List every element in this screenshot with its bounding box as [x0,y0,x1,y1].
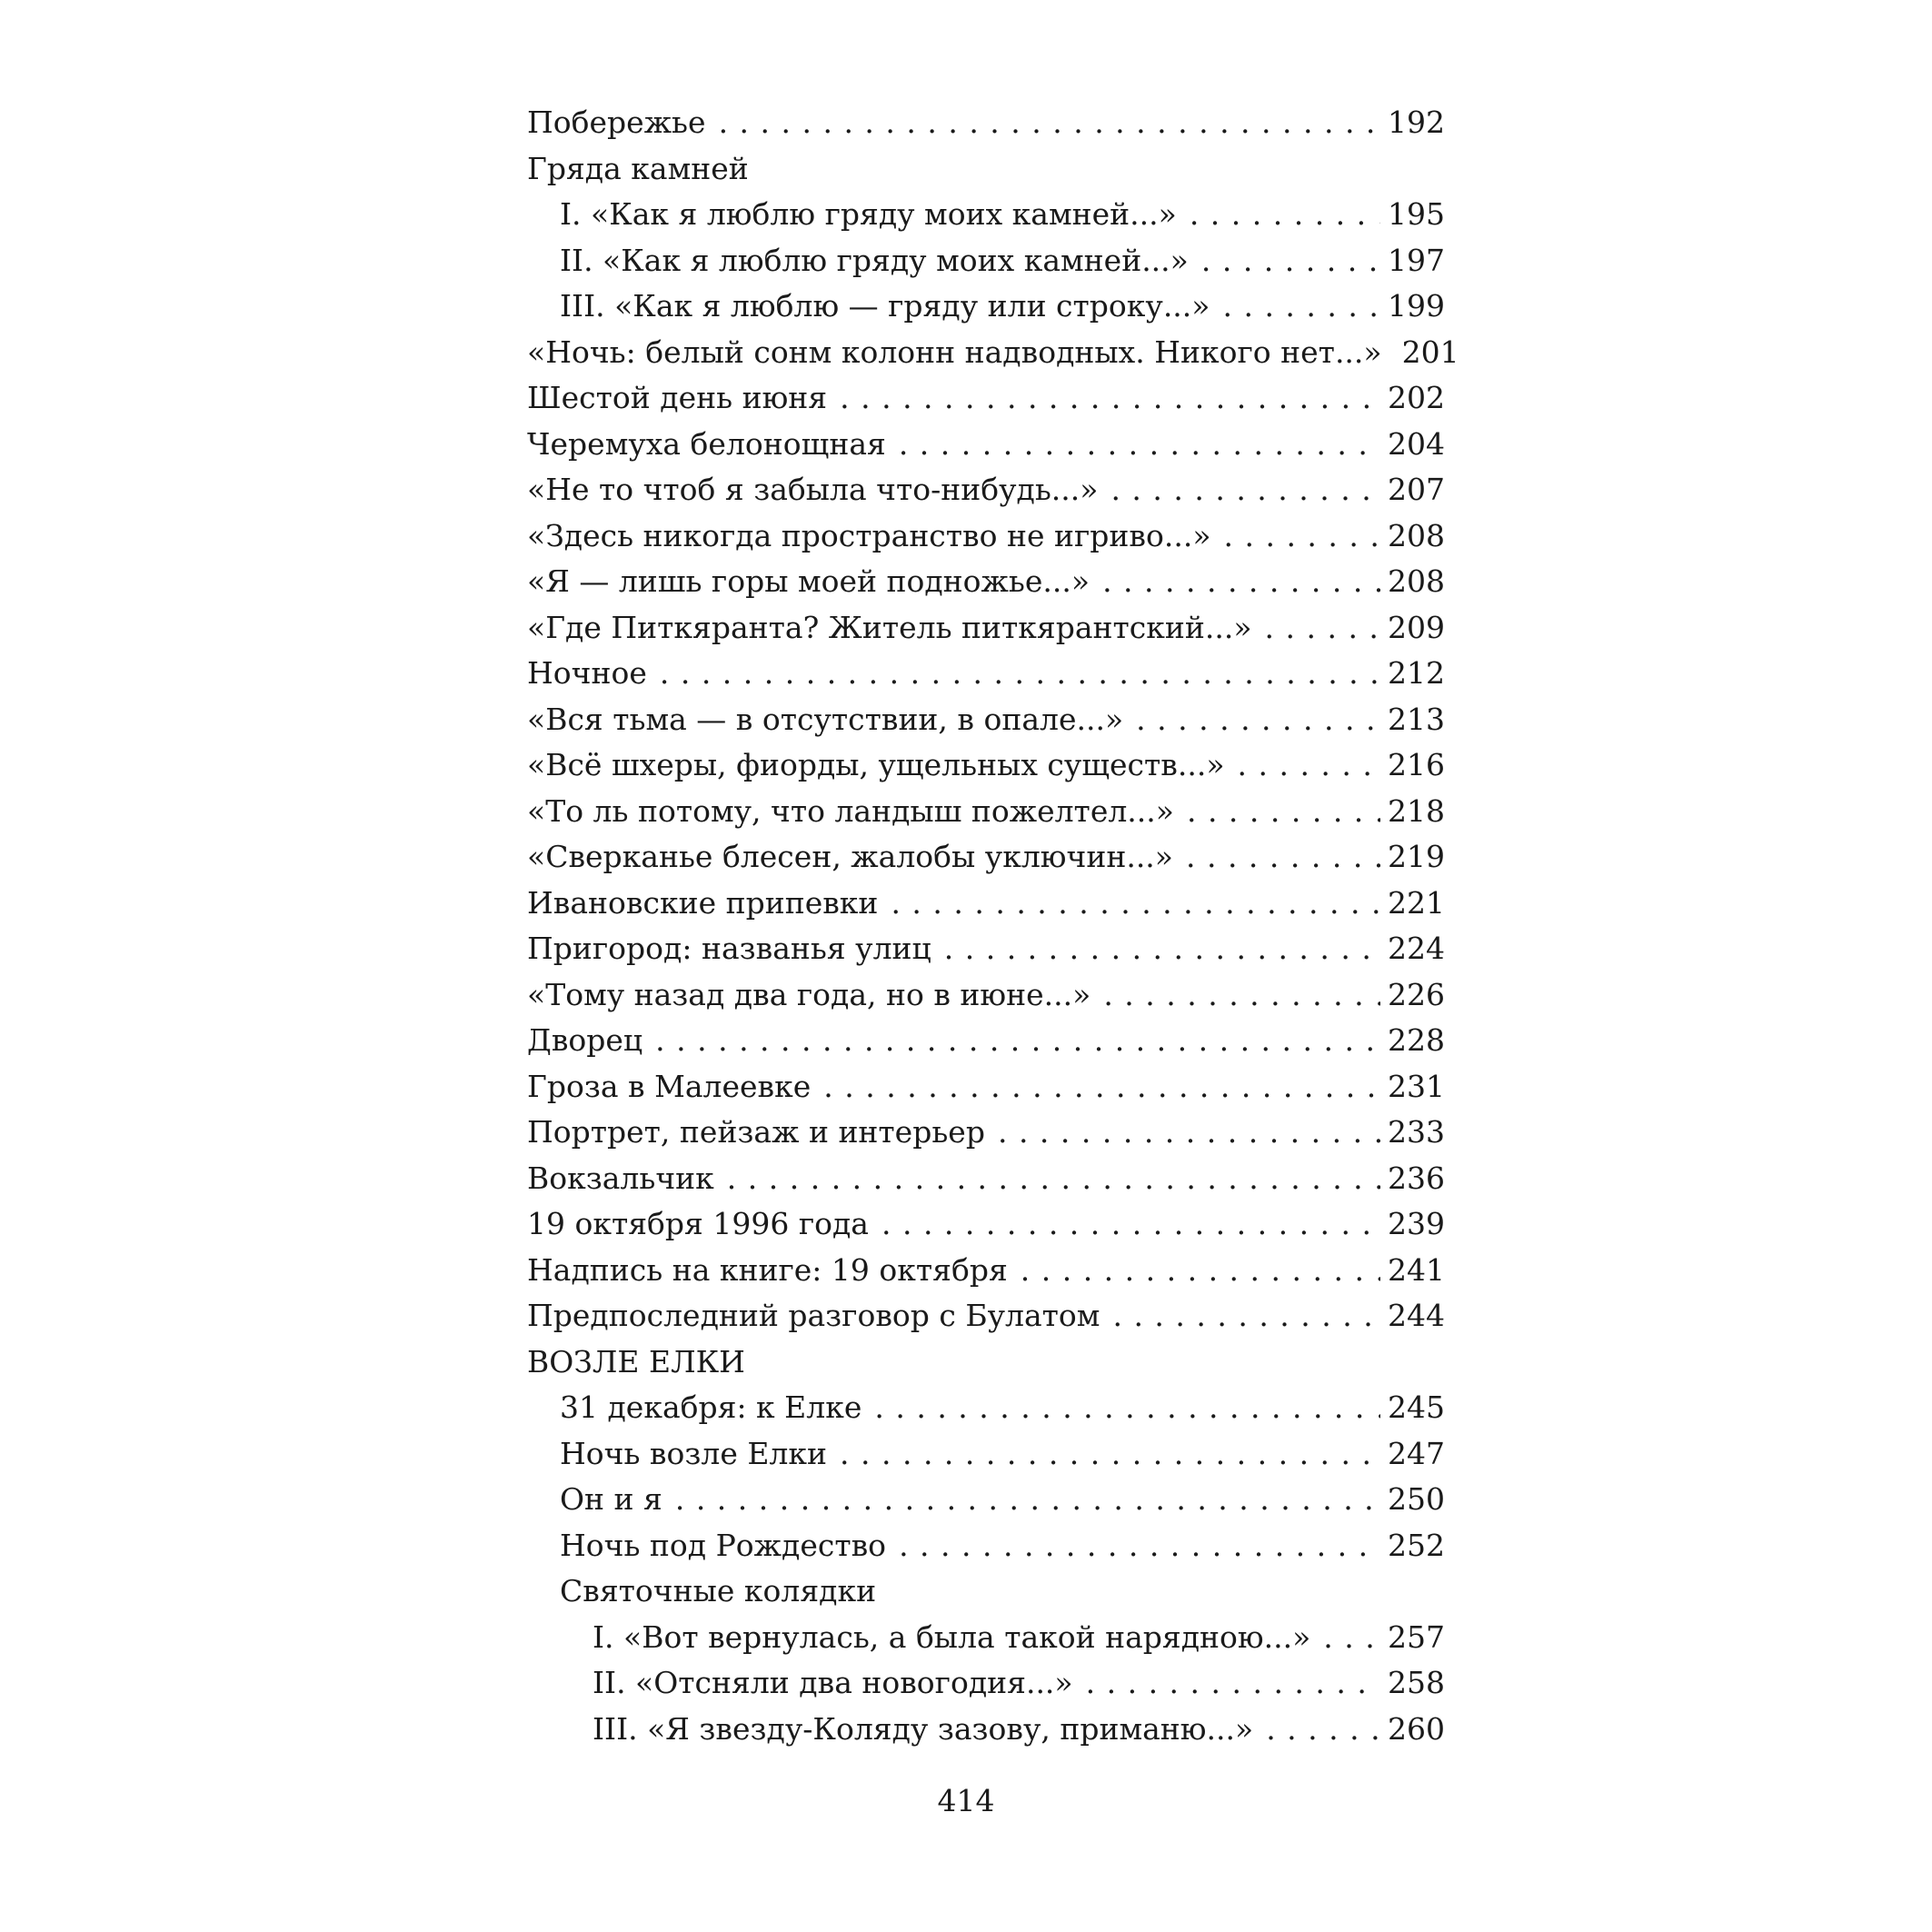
table-of-contents [527,100,1459,1752]
toc-entry-page: 208 [1388,517,1445,553]
toc-entry [527,375,1445,422]
toc-entry-title: 19 октября 1996 года [527,1206,869,1241]
toc-entry-title: I. «Вот вернулась, а была такой нарядною...» [593,1618,1311,1655]
toc-entry [527,192,1445,238]
toc-entry [527,513,1445,560]
dot-leader [1224,513,1380,560]
toc-entry-title: Гряда камней [527,150,749,186]
dot-leader [874,1385,1380,1431]
dot-leader [891,881,1380,927]
toc-entry-title: II. «Отсняли два новогодия...» [593,1665,1073,1700]
toc-entry [527,1660,1445,1707]
toc-entry-page: 204 [1388,425,1445,462]
toc-entry-page: 258 [1388,1665,1445,1700]
toc-entry [527,1615,1445,1661]
toc-entry-page: 231 [1388,1068,1445,1104]
toc-entry [527,605,1445,652]
toc-entry-title: III. «Я звезду-Коляду зазову, приманю...» [593,1710,1254,1747]
dot-leader [1021,1248,1380,1294]
toc-entry [527,1707,1445,1753]
toc-entry-title: «Вся тьма — в отсутствии, в опале...» [527,701,1124,737]
toc-entry-page: 201 [1401,334,1459,370]
toc-entry [527,1523,1445,1569]
dot-leader [660,651,1380,697]
toc-entry-title: Гроза в Малеевке [527,1068,812,1104]
dot-leader [899,1523,1380,1569]
toc-entry-page: 239 [1388,1206,1445,1241]
toc-entry [527,1477,1445,1523]
toc-entry-title: I. «Как я люблю гряду моих камней...» [560,196,1177,232]
dot-leader [1323,1615,1380,1661]
toc-entry [527,1431,1445,1478]
toc-entry [527,926,1445,972]
toc-entry-title: Черемуха белонощная [527,425,886,462]
toc-entry [527,422,1445,468]
toc-entry-title: Ивановские припевки [527,884,879,921]
toc-entry-page: 213 [1388,701,1445,737]
toc-entry [527,1293,1445,1339]
toc-entry [527,972,1445,1019]
toc-entry-title: Ночное [527,655,647,691]
toc-entry-page: 219 [1388,839,1445,874]
toc-entry-page: 221 [1388,884,1445,921]
toc-entry-page: 257 [1388,1618,1445,1655]
toc-entry [527,1064,1445,1110]
dot-leader [1222,284,1380,330]
dot-leader [899,422,1380,468]
toc-entry-page: 202 [1388,380,1445,415]
toc-entry-title: Он и я [560,1481,662,1517]
dot-leader [840,375,1380,422]
toc-entry [527,881,1445,927]
toc-entry-page: 207 [1388,472,1445,507]
toc-entry-title: «То ль потому, что ландыш пожелтел...» [527,792,1174,829]
toc-entry-title: Портрет, пейзаж и интерьер [527,1114,985,1150]
dot-leader [1103,972,1380,1019]
dot-leader [1187,789,1380,835]
toc-section-heading [527,146,1445,193]
toc-entry-title: II. «Как я люблю гряду моих камней...» [560,242,1189,278]
toc-entry [527,1385,1445,1431]
dot-leader [1086,1660,1380,1707]
toc-entry [527,651,1445,697]
toc-entry-page: 209 [1388,609,1445,645]
toc-entry [527,834,1445,881]
toc-entry-title: Дворец [527,1022,643,1058]
toc-entry [527,284,1445,330]
toc-entry [527,330,1459,376]
toc-entry-page: 197 [1388,242,1445,278]
toc-section-heading [527,1569,1445,1615]
dot-leader [944,926,1380,972]
toc-entry-page: 244 [1388,1298,1445,1333]
dot-leader [1238,742,1380,789]
toc-entry-page: 192 [1388,105,1445,140]
toc-entry-title: Пригород: названья улиц [527,931,931,966]
dot-leader [1190,192,1380,238]
toc-entry [527,238,1445,284]
dot-leader [881,1201,1380,1248]
dot-leader [675,1477,1380,1523]
toc-entry-page: 224 [1388,931,1445,966]
toc-entry [527,1201,1445,1248]
toc-entry-page: 233 [1388,1114,1445,1150]
toc-entry-page: 247 [1388,1435,1445,1471]
dot-leader [727,1156,1380,1202]
toc-entry-title: «Тому назад два года, но в июне...» [527,976,1091,1012]
dot-leader [655,1018,1380,1064]
dot-leader [840,1431,1380,1478]
toc-entry-page: 199 [1388,288,1445,324]
toc-entry [527,742,1445,789]
toc-entry-title: Предпоследний разговор с Булатом [527,1298,1100,1333]
toc-entry-page: 195 [1388,196,1445,232]
toc-entry-title: Святочные колядки [560,1573,877,1608]
toc-entry-page: 236 [1388,1160,1445,1196]
toc-entry-page: 250 [1388,1481,1445,1517]
toc-entry-title: «Сверканье блесен, жалобы уключин...» [527,839,1173,874]
dot-leader [823,1064,1380,1110]
toc-entry [527,559,1445,605]
dot-leader [719,100,1380,146]
toc-entry-title: «Ночь: белый сонм колонн надводных. Никого нет...» [527,334,1382,370]
page-number: 414 [937,1783,995,1818]
toc-entry-page: 228 [1388,1022,1445,1058]
toc-entry-title: «Не то чтоб я забыла что-нибудь...» [527,472,1099,507]
dot-leader [1265,605,1380,652]
toc-entry-title: «Где Питкяранта? Житель питкярантский...» [527,609,1252,645]
toc-entry-page: 208 [1388,563,1445,599]
toc-entry [527,1018,1445,1064]
toc-entry-title: Вокзальчик [527,1160,714,1196]
toc-entry-page: 241 [1388,1251,1445,1288]
dot-leader [1186,834,1380,881]
dot-leader [1102,559,1380,605]
toc-section-heading [527,1339,1445,1386]
dot-leader [1110,467,1380,513]
toc-entry [527,100,1445,146]
toc-entry [527,789,1445,835]
toc-entry-title: «Всё шхеры, фиорды, ущельных существ...» [527,747,1225,782]
toc-entry [527,697,1445,743]
toc-entry-title: «Я — лишь горы моей подножье...» [527,563,1090,599]
toc-entry-title: Надпись на книге: 19 октября [527,1251,1008,1288]
toc-entry-page: 212 [1388,655,1445,691]
toc-entry [527,1110,1445,1156]
toc-entry-title: Побережье [527,105,706,140]
toc-entry [527,467,1445,513]
toc-entry-title: 31 декабря: к Елке [560,1389,862,1425]
dot-leader [1201,238,1380,284]
toc-entry-title: Ночь под Рождество [560,1527,887,1563]
toc-entry-page: 245 [1388,1389,1445,1425]
toc-entry-title: Шестой день июня [527,380,828,415]
toc-entry-page: 218 [1388,792,1445,829]
toc-entry-page: 252 [1388,1527,1445,1563]
toc-entry-title: «Здесь никогда пространство не игриво...» [527,517,1211,553]
toc-entry-title: III. «Как я люблю — гряду или строку...» [560,288,1210,324]
dot-leader [1136,697,1380,743]
dot-leader [998,1110,1380,1156]
dot-leader [1266,1707,1380,1753]
toc-entry-page: 216 [1388,747,1445,782]
toc-entry-page: 226 [1388,976,1445,1012]
toc-entry [527,1156,1445,1202]
toc-entry-title: ВОЗЛЕ ЕЛКИ [527,1343,745,1379]
toc-entry-page: 260 [1388,1710,1445,1747]
dot-leader [1112,1293,1380,1339]
toc-entry-title: Ночь возле Елки [560,1435,828,1471]
toc-entry [527,1248,1445,1294]
